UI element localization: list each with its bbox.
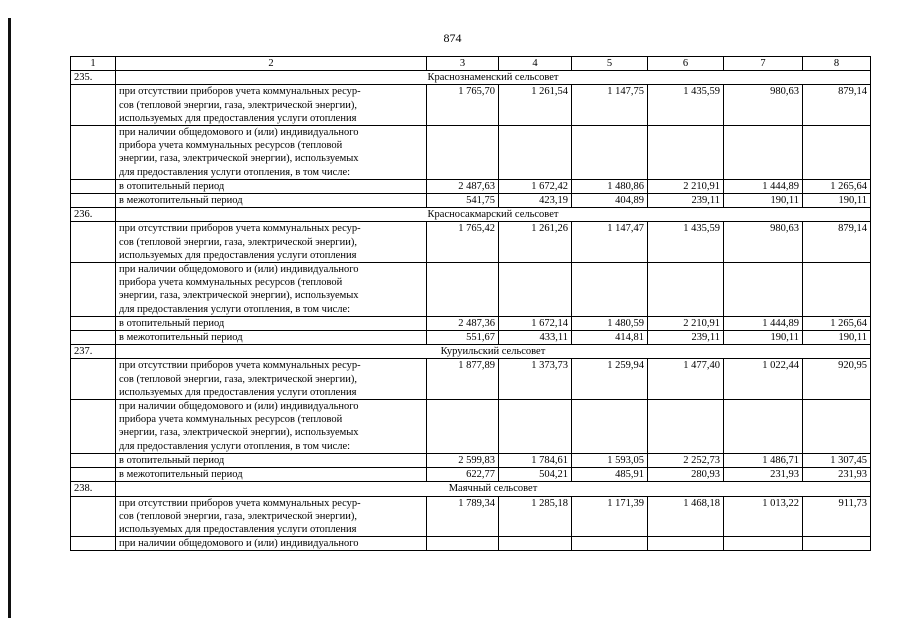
value-cell	[572, 126, 648, 180]
row-description	[116, 126, 427, 180]
value-cell	[427, 400, 499, 454]
empty-index-cell	[71, 468, 116, 482]
description-line: в межотопительный период	[119, 469, 243, 481]
value-cell: 980,63	[724, 85, 803, 126]
empty-index-cell	[71, 85, 116, 126]
value-cell: 1 444,89	[724, 179, 803, 193]
table-row	[71, 263, 871, 317]
page-binding-mark	[8, 18, 11, 618]
row-description	[116, 263, 427, 317]
value-cell: 433,11	[499, 331, 572, 345]
value-cell: 1 789,34	[427, 496, 499, 537]
value-cell: 1 147,47	[572, 222, 648, 263]
table-row	[71, 222, 871, 263]
row-description	[116, 222, 427, 263]
table-row	[71, 316, 871, 330]
row-description	[116, 85, 427, 126]
description-line: в межотопительный период	[119, 195, 243, 207]
row-description	[116, 316, 427, 330]
value-cell: 1 265,64	[803, 179, 871, 193]
row-description	[116, 468, 427, 482]
value-cell: 980,63	[724, 222, 803, 263]
value-cell	[724, 126, 803, 180]
value-cell: 551,67	[427, 331, 499, 345]
value-cell: 231,93	[724, 468, 803, 482]
table-row	[71, 359, 871, 400]
value-cell: 1 261,26	[499, 222, 572, 263]
empty-index-cell	[71, 537, 116, 551]
value-cell: 239,11	[648, 194, 724, 208]
column-number: 2	[116, 57, 427, 71]
value-cell	[499, 126, 572, 180]
value-cell: 1 480,59	[572, 316, 648, 330]
section-index: 238.	[71, 482, 116, 496]
value-cell	[499, 400, 572, 454]
value-cell	[648, 537, 724, 551]
empty-index-cell	[71, 316, 116, 330]
table-row	[71, 179, 871, 193]
value-cell: 504,21	[499, 468, 572, 482]
tariff-table	[70, 56, 871, 551]
value-cell	[803, 537, 871, 551]
empty-index-cell	[71, 179, 116, 193]
description-line: энергии, газа, электрической энергии), используемых	[119, 427, 359, 439]
description-line: сов (тепловой энергии, газа, электрической энергии),	[119, 236, 357, 248]
value-cell: 404,89	[572, 194, 648, 208]
value-cell: 622,77	[427, 468, 499, 482]
value-cell: 190,11	[724, 331, 803, 345]
table-row	[71, 468, 871, 482]
description-line: в отопительный период	[119, 317, 225, 329]
value-cell	[572, 400, 648, 454]
description-line: при отсутствии приборов учета коммунальных ресур-	[119, 497, 361, 509]
row-description	[116, 453, 427, 467]
value-cell: 1 765,42	[427, 222, 499, 263]
value-cell: 1 765,70	[427, 85, 499, 126]
table-row	[71, 400, 871, 454]
value-cell: 239,11	[648, 331, 724, 345]
row-description	[116, 537, 427, 551]
value-cell: 1 477,40	[648, 359, 724, 400]
description-line: используемых для предоставления услуги отопления	[119, 112, 357, 124]
value-cell: 1 261,54	[499, 85, 572, 126]
empty-index-cell	[71, 126, 116, 180]
empty-index-cell	[71, 496, 116, 537]
description-line: при наличии общедомового и (или) индивидуального	[119, 538, 359, 550]
value-cell: 1 013,22	[724, 496, 803, 537]
value-cell	[724, 537, 803, 551]
row-description	[116, 194, 427, 208]
column-number: 7	[724, 57, 803, 71]
value-cell: 879,14	[803, 85, 871, 126]
value-cell: 1 480,86	[572, 179, 648, 193]
column-number: 6	[648, 57, 724, 71]
row-description	[116, 359, 427, 400]
value-cell: 2 487,63	[427, 179, 499, 193]
description-line: сов (тепловой энергии, газа, электрической энергии),	[119, 99, 357, 111]
empty-index-cell	[71, 359, 116, 400]
value-cell	[427, 537, 499, 551]
column-number: 4	[499, 57, 572, 71]
value-cell: 1 444,89	[724, 316, 803, 330]
value-cell: 1 022,44	[724, 359, 803, 400]
description-line: энергии, газа, электрической энергии), используемых	[119, 153, 359, 165]
row-description	[116, 179, 427, 193]
value-cell	[572, 537, 648, 551]
value-cell: 280,93	[648, 468, 724, 482]
value-cell	[803, 400, 871, 454]
value-cell: 1 672,42	[499, 179, 572, 193]
column-number: 8	[803, 57, 871, 71]
table-body	[71, 57, 871, 551]
table-row	[71, 126, 871, 180]
description-line: при отсутствии приборов учета коммунальных ресур-	[119, 86, 361, 98]
value-cell: 190,11	[803, 194, 871, 208]
description-line: при наличии общедомового и (или) индивидуального	[119, 264, 359, 276]
empty-index-cell	[71, 400, 116, 454]
section-name: Маячный сельсовет	[116, 482, 871, 496]
value-cell: 920,95	[803, 359, 871, 400]
value-cell	[724, 263, 803, 317]
value-cell: 1 435,59	[648, 85, 724, 126]
section-index: 237.	[71, 345, 116, 359]
value-cell	[803, 126, 871, 180]
column-number-row	[71, 57, 871, 71]
value-cell: 2 599,83	[427, 453, 499, 467]
description-line: для предоставления услуги отопления, в том числе:	[119, 166, 351, 178]
description-line: сов (тепловой энергии, газа, электрической энергии),	[119, 373, 357, 385]
row-description	[116, 331, 427, 345]
empty-index-cell	[71, 453, 116, 467]
value-cell: 1 373,73	[499, 359, 572, 400]
description-line: прибора учета коммунальных ресурсов (тепловой	[119, 414, 343, 426]
description-line: используемых для предоставления услуги отопления	[119, 523, 357, 535]
value-cell	[499, 537, 572, 551]
value-cell: 1 307,45	[803, 453, 871, 467]
value-cell: 1 265,64	[803, 316, 871, 330]
description-line: при отсутствии приборов учета коммунальных ресур-	[119, 360, 361, 372]
value-cell	[648, 263, 724, 317]
description-line: при отсутствии приборов учета коммунальных ресур-	[119, 223, 361, 235]
value-cell: 1 784,61	[499, 453, 572, 467]
description-line: используемых для предоставления услуги отопления	[119, 386, 357, 398]
value-cell	[499, 263, 572, 317]
description-line: энергии, газа, электрической энергии), используемых	[119, 290, 359, 302]
value-cell: 2 210,91	[648, 179, 724, 193]
column-number: 5	[572, 57, 648, 71]
description-line: для предоставления услуги отопления, в том числе:	[119, 303, 351, 315]
value-cell: 231,93	[803, 468, 871, 482]
value-cell: 1 593,05	[572, 453, 648, 467]
empty-index-cell	[71, 194, 116, 208]
empty-index-cell	[71, 263, 116, 317]
description-line: прибора учета коммунальных ресурсов (тепловой	[119, 277, 343, 289]
description-line: прибора учета коммунальных ресурсов (тепловой	[119, 140, 343, 152]
value-cell: 190,11	[803, 331, 871, 345]
value-cell	[648, 126, 724, 180]
table-row	[71, 453, 871, 467]
section-header-row	[71, 71, 871, 85]
value-cell: 485,91	[572, 468, 648, 482]
section-name: Красносакмарский сельсовет	[116, 208, 871, 222]
table-row	[71, 537, 871, 551]
empty-index-cell	[71, 331, 116, 345]
section-header-row	[71, 482, 871, 496]
value-cell: 541,75	[427, 194, 499, 208]
value-cell: 911,73	[803, 496, 871, 537]
value-cell: 1 147,75	[572, 85, 648, 126]
value-cell: 2 210,91	[648, 316, 724, 330]
section-name: Краснознаменский сельсовет	[116, 71, 871, 85]
value-cell: 1 285,18	[499, 496, 572, 537]
row-description	[116, 496, 427, 537]
description-line: используемых для предоставления услуги отопления	[119, 249, 357, 261]
description-line: сов (тепловой энергии, газа, электрической энергии),	[119, 510, 357, 522]
value-cell: 1 435,59	[648, 222, 724, 263]
table-row	[71, 331, 871, 345]
value-cell: 423,19	[499, 194, 572, 208]
value-cell	[724, 400, 803, 454]
row-description	[116, 400, 427, 454]
table-row	[71, 194, 871, 208]
value-cell: 190,11	[724, 194, 803, 208]
empty-index-cell	[71, 222, 116, 263]
value-cell: 1 259,94	[572, 359, 648, 400]
section-name: Куруильский сельсовет	[116, 345, 871, 359]
description-line: для предоставления услуги отопления, в том числе:	[119, 440, 351, 452]
description-line: в отопительный период	[119, 180, 225, 192]
value-cell	[427, 126, 499, 180]
column-number: 3	[427, 57, 499, 71]
value-cell: 2 252,73	[648, 453, 724, 467]
section-index: 235.	[71, 71, 116, 85]
value-cell: 1 171,39	[572, 496, 648, 537]
value-cell: 1 486,71	[724, 453, 803, 467]
section-header-row	[71, 208, 871, 222]
value-cell: 1 672,14	[499, 316, 572, 330]
page-number: 874	[443, 31, 462, 45]
description-line: при наличии общедомового и (или) индивидуального	[119, 401, 359, 413]
value-cell: 879,14	[803, 222, 871, 263]
description-line: в межотопительный период	[119, 332, 243, 344]
description-line: при наличии общедомового и (или) индивидуального	[119, 127, 359, 139]
value-cell: 2 487,36	[427, 316, 499, 330]
value-cell	[427, 263, 499, 317]
value-cell	[572, 263, 648, 317]
column-number: 1	[71, 57, 116, 71]
table-row	[71, 496, 871, 537]
value-cell: 1 468,18	[648, 496, 724, 537]
value-cell	[803, 263, 871, 317]
section-index: 236.	[71, 208, 116, 222]
table-row	[71, 85, 871, 126]
value-cell: 414,81	[572, 331, 648, 345]
value-cell: 1 877,89	[427, 359, 499, 400]
section-header-row	[71, 345, 871, 359]
value-cell	[648, 400, 724, 454]
description-line: в отопительный период	[119, 454, 225, 466]
